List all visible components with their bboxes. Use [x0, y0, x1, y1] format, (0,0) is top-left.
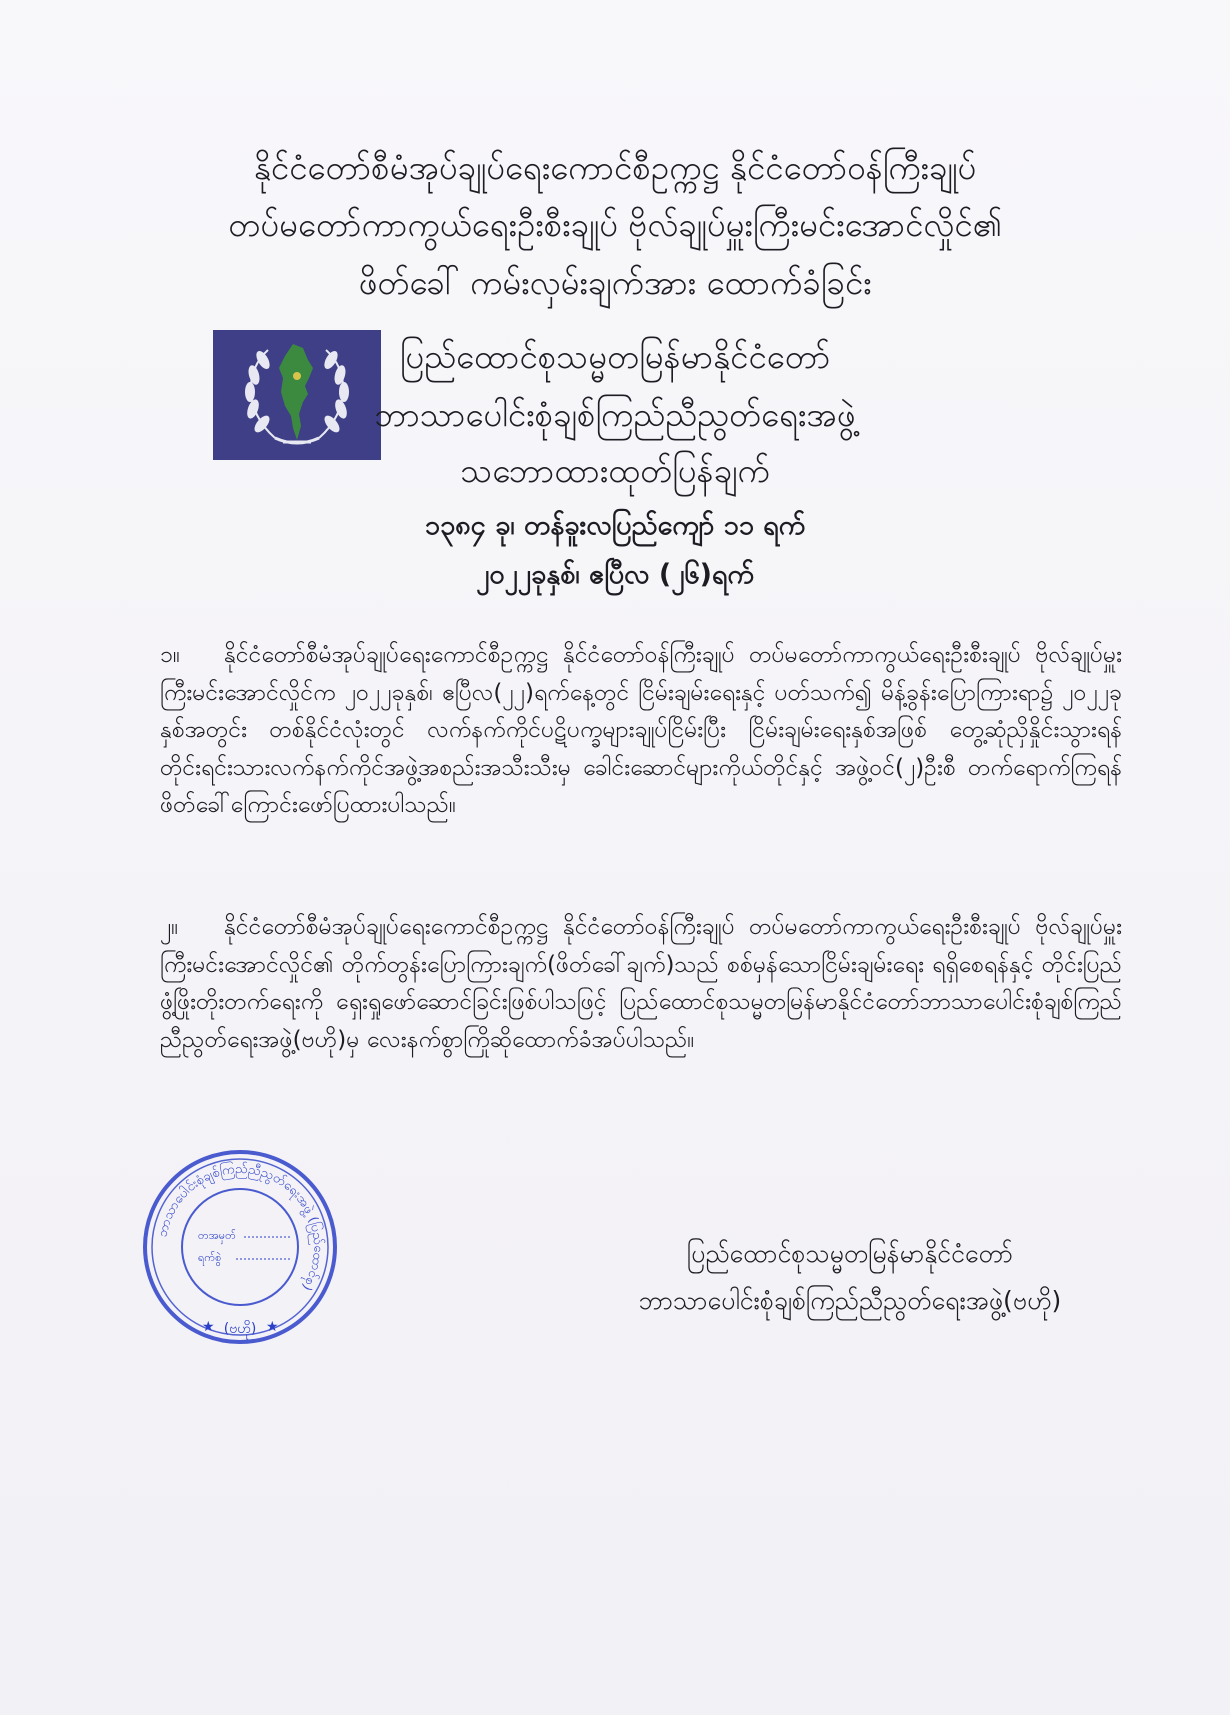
seal-stamp: [140, 1147, 340, 1347]
paragraph-number: ၁။: [160, 642, 180, 668]
seal-bottom-text: (ဗဟို): [223, 1321, 257, 1337]
paragraph-2: [160, 909, 1122, 1059]
date-gregorian: ၂၀၂၂ခုနှစ်၊ ဧပြီလ (၂၆)ရက်: [476, 559, 754, 590]
signature-line-2: ဘာသာပေါင်းစုံချစ်ကြည်ညီညွတ်ရေးအဖွဲ့(ဗဟို): [638, 1286, 1062, 1315]
seal-field-1: တအမှတ်: [198, 1229, 236, 1242]
org-line-2: ဘာသာပေါင်းစုံချစ်ကြည်ညီညွတ်ရေးအဖွဲ့: [374, 395, 856, 434]
paragraph-text: နိုင်ငံတော်စီမံအုပ်ချုပ်ရေးကောင်စီဥက္ကဋ္ဌ နိုင်ငံတော်ဝန်ကြီးချုပ် တပ်မတော်ကာကွယ်ရေးဦးစီးချုပ် ဗိုလ်ချုပ်မှူးကြီးမင်းအောင်လှိုင်၏ တိုက်တွန်းပြောကြားချက်(ဖိတ်ခေါ်ချက်)သည် စစ်မှန်သောငြိမ်းချမ်းရေး ရရှိစေရန်နှင့် တိုင်းပြည်ဖွံ့ဖြိုးတိုးတက်ရေးကို ရှေးရှုဖော်ဆောင်ခြင်းဖြစ်ပါသဖြင့် ပြည်ထောင်စုသမ္မတမြန်မာနိုင်ငံတော်ဘာသာပေါင်းစုံချစ်ကြည်ညီညွတ်ရေးအဖွဲ့(ဗဟို)မှ လေးနက်စွာကြိုဆိုထောက်ခံအပ်ပါသည်။: [160, 914, 1122, 1053]
official-seal: [140, 1147, 340, 1347]
org-line-3: သဘောထားထုတ်ပြန်ချက်: [460, 451, 770, 490]
seal-field-2: ရက်စွဲ: [198, 1251, 222, 1264]
paragraph-number: ၂။: [160, 914, 179, 940]
org-line-1: ပြည်ထောင်စုသမ္မတမြန်မာနိုင်ငံတော်: [399, 337, 831, 376]
title-line-2: တပ်မတော်ကာကွယ်ရေးဦးစီးချုပ် ဗိုလ်ချုပ်မှူးကြီးမင်းအောင်လှိုင်၏: [228, 205, 1002, 244]
signature-line-1: ပြည်ထောင်စုသမ္မတမြန်မာနိုင်ငံတော်: [686, 1239, 1014, 1268]
svg-text:★: ★: [266, 1319, 279, 1335]
title-line-1: နိုင်ငံတော်စီမံအုပ်ချုပ်ရေးကောင်စီဥက္ကဋ္ဌ နိုင်ငံတော်ဝန်ကြီးချုပ်: [253, 148, 977, 187]
title-line-3: ဖိတ်ခေါ် ကမ်းလှမ်းချက်အား ထောက်ခံခြင်း: [358, 263, 872, 302]
paragraph-1: [160, 637, 1122, 825]
svg-text:ဘာသာပေါင်းစုံချစ်ကြည်ညီညွတ်ရေး: [155, 1160, 326, 1293]
seal-ring-text: ဘာသာပေါင်းစုံချစ်ကြည်ညီညွတ်ရေးအဖွဲ့ (ပြည်ထောင်စု): [155, 1161, 326, 1294]
paragraph-text: နိုင်ငံတော်စီမံအုပ်ချုပ်ရေးကောင်စီဥက္ကဋ္ဌ နိုင်ငံတော်ဝန်ကြီးချုပ် တပ်မတော်ကာကွယ်ရေးဦးစီးချုပ် ဗိုလ်ချုပ်မှူးကြီးမင်းအောင်လှိုင်က ၂၀၂၂ခုနှစ်၊ ဧပြီလ(၂၂)ရက်နေ့တွင် ငြိမ်းချမ်းရေးနှင့် ပတ်သက်၍ မိန့်ခွန်းပြောကြားရာ၌ ၂၀၂၂ခုနှစ်အတွင်း တစ်နိုင်ငံလုံးတွင် လက်နက်ကိုင်ပဋိပက္ခများချုပ်ငြိမ်းပြီး ငြိမ်းချမ်းရေးနှစ်အဖြစ် တွေ့ဆုံညှိနှိုင်းသွားရန် တိုင်းရင်းသားလက်နက်ကိုင်အဖွဲ့အစည်းအသီးသီးမှ ခေါင်းဆောင်များကိုယ်တိုင်နှင့် အဖွဲ့ဝင်(၂)ဦးစီ တက်ရောက်ကြရန် ဖိတ်ခေါ်ကြောင်းဖော်ပြထားပါသည်။: [160, 642, 1122, 818]
svg-text:★: ★: [202, 1319, 215, 1335]
date-myanmar: ၁၃၈၄ ခု၊ တန်ခူးလပြည်ကျော် ၁၁ ရက်: [424, 510, 806, 541]
